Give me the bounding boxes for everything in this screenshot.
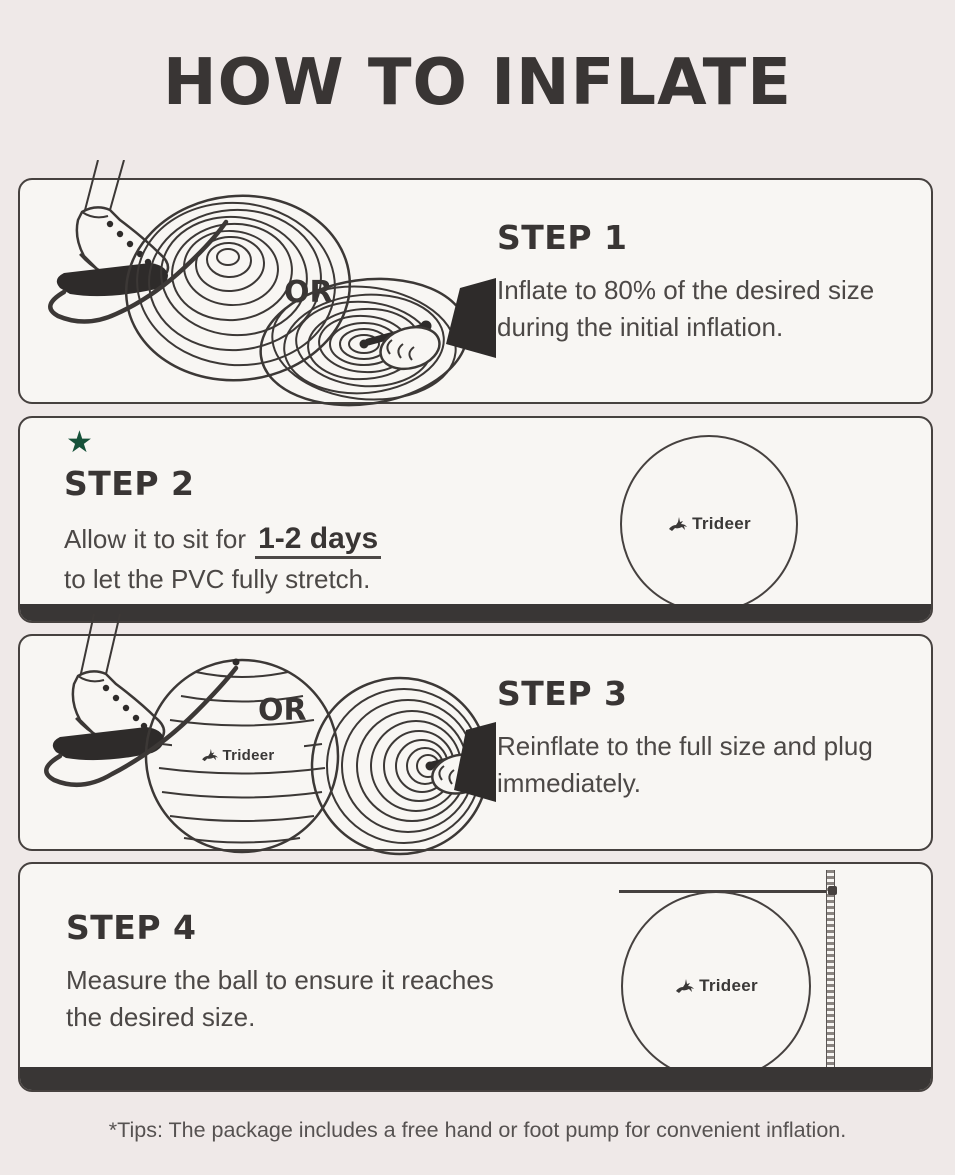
pump-hose xyxy=(50,222,226,322)
foot-pump xyxy=(53,727,164,760)
trideer-logo xyxy=(670,975,762,997)
step-label: STEP 1 xyxy=(497,218,628,257)
step-label: STEP 2 xyxy=(64,464,195,503)
footnote: *Tips: The package includes a free hand or foot pump for convenient inflation. xyxy=(108,1118,847,1142)
measuring-tape xyxy=(826,870,835,1071)
step1-illustration xyxy=(26,160,496,412)
foot-pump-illustration xyxy=(50,160,226,322)
deer-icon xyxy=(201,748,219,762)
step-card-2 xyxy=(18,416,933,623)
step3-illustration xyxy=(26,614,496,859)
hand-pump-illustration xyxy=(426,722,497,802)
or-label-step3: OR xyxy=(258,693,307,728)
inflated-ball-outline xyxy=(620,435,798,613)
bottom-bar xyxy=(20,1067,931,1090)
deflated-ball-right xyxy=(252,266,475,412)
deer-icon xyxy=(674,978,696,994)
step-label: STEP 3 xyxy=(497,674,628,713)
deflated-ball-left xyxy=(117,185,359,391)
trideer-logo xyxy=(663,513,755,535)
page-title: HOW TO INFLATE xyxy=(163,46,792,120)
step-description: Reinflate to the full size and plug immediately. xyxy=(497,731,873,799)
foot-pump xyxy=(57,263,168,296)
brand-name: Trideer xyxy=(699,976,758,995)
star-icon: ★ xyxy=(66,426,93,459)
step-description: Measure the ball to ensure it reaches the desired size. xyxy=(66,965,494,1033)
hand-pump-illustration xyxy=(360,278,497,375)
concentric-ball xyxy=(312,678,488,854)
trideer-logo xyxy=(172,742,304,768)
step-card-1 xyxy=(18,178,933,404)
deer-icon xyxy=(667,516,689,532)
step-label: STEP 4 xyxy=(66,908,197,947)
bottom-bar xyxy=(20,604,931,621)
brand-name: Trideer xyxy=(222,746,275,764)
sleeve xyxy=(446,278,496,358)
measure-joint xyxy=(828,886,837,895)
or-label-step1: OR xyxy=(284,275,333,310)
sleeve xyxy=(454,722,496,802)
step-card-4 xyxy=(18,862,933,1092)
step-description: Inflate to 80% of the desired size during the initial inflation. xyxy=(497,275,875,343)
step-description: Allow it to sit for 1-2 days to let the PVC fully stretch. xyxy=(64,518,509,598)
step-card-3 xyxy=(18,634,933,851)
inflated-ball-outline xyxy=(621,891,811,1081)
brand-name: Trideer xyxy=(692,514,751,533)
highlight-1-2-days: 1-2 days xyxy=(255,522,381,559)
